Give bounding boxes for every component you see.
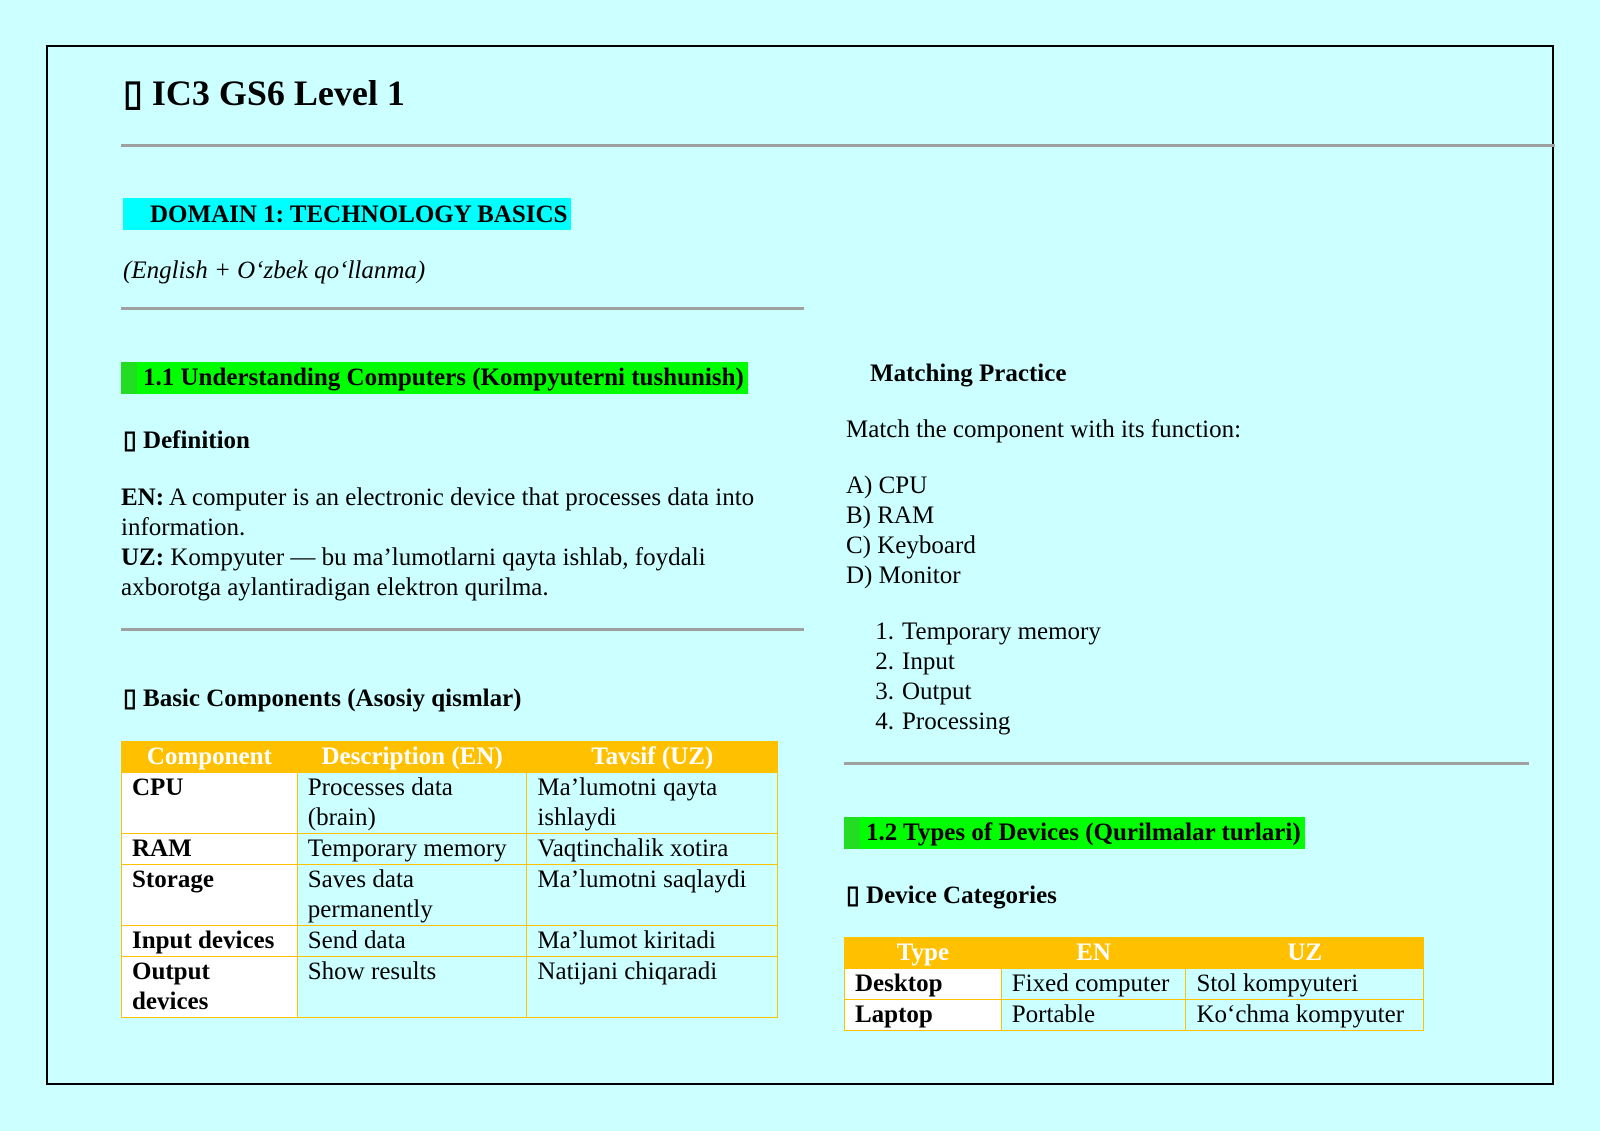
missing-glyph-icon (844, 817, 860, 849)
missing-glyph-icon: ▯ (123, 427, 137, 454)
table-cell: Vaqtinchalik xotira (527, 834, 778, 865)
components-heading-text: Basic Components (Asosiy qismlar) (143, 685, 522, 712)
components-table (121, 741, 778, 1018)
list-number: 2. (875, 648, 894, 675)
list-item (860, 677, 1101, 707)
uz-label: UZ: (121, 544, 165, 571)
table-cell: Stol kompyuteri (1186, 969, 1424, 1000)
uz-text: Kompyuter — bu ma’lumotlarni qayta ishlab, foydali axborotga aylantiradigan elektron qurilma. (121, 544, 706, 601)
devices-table (844, 937, 1424, 1031)
list-item: D) Monitor (846, 562, 961, 589)
divider (121, 307, 804, 310)
section-1-2-heading (844, 817, 1305, 849)
table-cell: Processes data (brain) (297, 773, 527, 834)
table-cell: Desktop (845, 969, 1002, 1000)
table-cell: Ma’lumot kiritadi (527, 926, 778, 957)
list-item: B) RAM (846, 502, 935, 529)
table-cell: CPU (122, 773, 298, 834)
definition-heading-text: Definition (143, 427, 250, 454)
en-text: A computer is an electronic device that processes data into information. (121, 484, 755, 541)
matching-heading: Matching Practice (870, 360, 1067, 387)
table-header-row (845, 938, 1424, 969)
device-categories-heading (846, 880, 1057, 910)
missing-glyph-icon: ▯ (846, 882, 860, 909)
section-1-1-heading (121, 362, 748, 394)
subtitle: (English + O‘zbek qo‘llanma) (123, 257, 426, 284)
list-text: Input (902, 648, 955, 675)
list-number: 4. (875, 708, 894, 735)
table-cell: Input devices (122, 926, 298, 957)
list-item (860, 647, 1101, 677)
table-header-cell: Tavsif (UZ) (527, 742, 778, 773)
list-item: A) CPU (846, 472, 928, 499)
table-row (122, 926, 778, 957)
table-cell: Output devices (122, 957, 298, 1018)
list-number: 1. (875, 618, 894, 645)
components-heading (123, 683, 522, 713)
page-title (123, 72, 405, 114)
definition-uz (121, 543, 781, 603)
table-header-cell: Component (122, 742, 298, 773)
table-cell: Portable (1001, 1000, 1186, 1031)
table-cell: Fixed computer (1001, 969, 1186, 1000)
section-1-2-heading-text: 1.2 Types of Devices (Qurilmalar turlari) (866, 819, 1301, 846)
definition-en (121, 483, 781, 543)
list-item (860, 707, 1101, 737)
table-header-cell: UZ (1186, 938, 1424, 969)
list-number: 3. (875, 678, 894, 705)
table-cell: Show results (297, 957, 527, 1018)
matching-functions (860, 617, 1101, 737)
list-text: Temporary memory (902, 618, 1101, 645)
en-label: EN: (121, 484, 165, 511)
table-header-cell: EN (1001, 938, 1186, 969)
table-cell: Temporary memory (297, 834, 527, 865)
table-cell: Ko‘chma kompyuter (1186, 1000, 1424, 1031)
list-text: Output (902, 678, 972, 705)
matching-instruction: Match the component with its function: (846, 416, 1242, 443)
divider (121, 144, 1555, 147)
table-cell: Saves data permanently (297, 865, 527, 926)
table-header-row (122, 742, 778, 773)
list-text: Processing (902, 708, 1011, 735)
table-row (122, 773, 778, 834)
section-1-1-heading-text: 1.1 Understanding Computers (Kompyuterni tushunish) (143, 364, 744, 391)
missing-glyph-icon: ▯ (123, 73, 143, 113)
table-header-cell: Description (EN) (297, 742, 527, 773)
domain-label: DOMAIN 1: TECHNOLOGY BASICS (123, 198, 571, 230)
divider (121, 628, 804, 631)
table-row (122, 957, 778, 1018)
table-cell: RAM (122, 834, 298, 865)
page-title-text: IC3 GS6 Level 1 (151, 73, 405, 113)
table-row (845, 969, 1424, 1000)
matching-letters (846, 471, 976, 591)
table-cell: Ma’lumotni saqlaydi (527, 865, 778, 926)
table-cell: Ma’lumotni qayta ishlaydi (527, 773, 778, 834)
missing-glyph-icon (121, 362, 137, 394)
table-cell: Storage (122, 865, 298, 926)
table-row (122, 865, 778, 926)
table-row (122, 834, 778, 865)
device-categories-heading-text: Device Categories (866, 882, 1057, 909)
missing-glyph-icon: ▯ (123, 685, 137, 712)
table-row (845, 1000, 1424, 1031)
definition-heading (123, 425, 250, 455)
table-cell: Send data (297, 926, 527, 957)
table-cell: Laptop (845, 1000, 1002, 1031)
table-header-cell: Type (845, 938, 1002, 969)
divider (844, 762, 1529, 765)
table-cell: Natijani chiqaradi (527, 957, 778, 1018)
list-item: C) Keyboard (846, 532, 976, 559)
list-item (860, 617, 1101, 647)
